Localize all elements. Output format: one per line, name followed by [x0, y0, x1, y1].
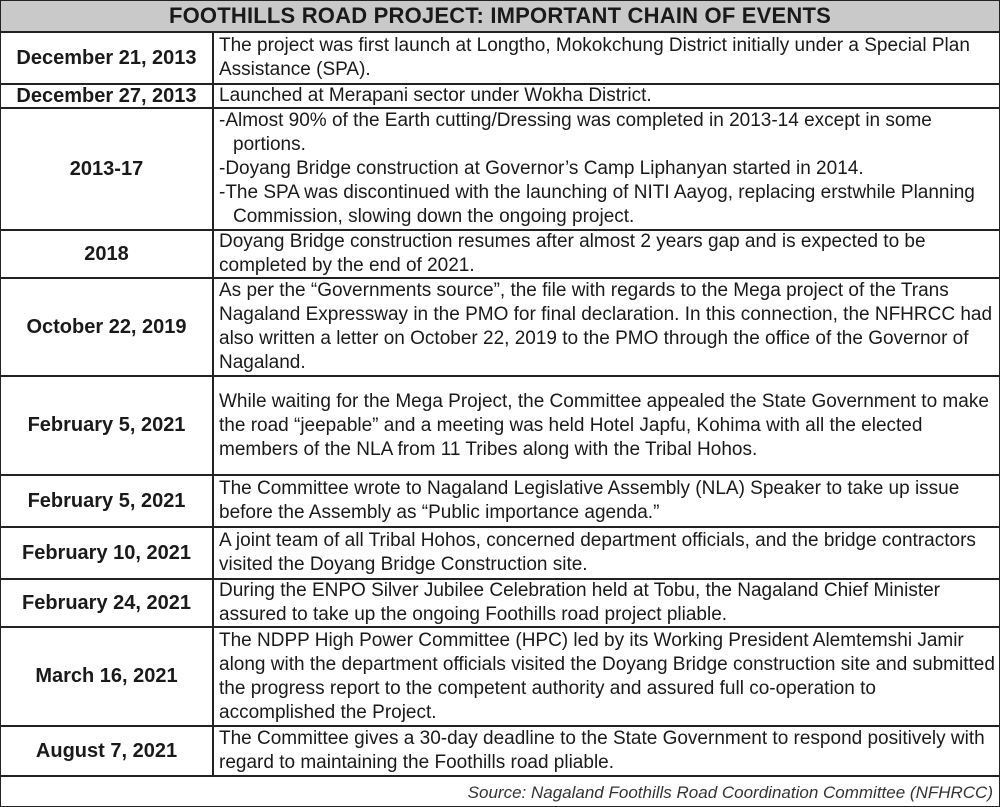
table-row — [1, 727, 999, 777]
event-text: The Committee gives a 30-day deadline to the State Government to respond positively with regard to maintaining the Foothills road pliable. — [219, 728, 985, 773]
event-description — [219, 279, 995, 375]
event-text: Doyang Bridge construction resumes after almost 2 years gap and is expected to be completed by the end of 2021. — [219, 231, 926, 276]
table-row — [1, 628, 999, 727]
event-date: February 5, 2021 — [1, 476, 214, 526]
table-row — [1, 528, 999, 580]
source-note: Source: Nagaland Foothills Road Coordination Committee (NFHRCC) — [467, 783, 993, 802]
event-date: March 16, 2021 — [1, 628, 214, 725]
event-date: February 10, 2021 — [1, 528, 214, 578]
event-text: -Doyang Bridge construction at Governor’s Camp Liphanyan started in 2014. — [219, 158, 864, 179]
event-description — [219, 85, 995, 107]
event-date: August 7, 2021 — [1, 727, 214, 775]
event-description — [219, 377, 995, 474]
event-text: The NDPP High Power Committee (HPC) led by its Working President Alemtemshi Jamir along with the department officials visited the Doyang Bridge construction site and submitted the progress report to the competent authority and assured full co-operation to accomplished the Project. — [219, 629, 995, 723]
event-date: December 21, 2013 — [1, 33, 214, 83]
table-row — [1, 580, 999, 628]
event-description — [219, 580, 995, 626]
table-row — [1, 279, 999, 377]
event-text: The Committee wrote to Nagaland Legislative Assembly (NLA) Speaker to take up issue before the Assembly as “Public importance agenda.” — [219, 478, 960, 523]
event-description — [219, 33, 995, 83]
event-text: While waiting for the Mega Project, the Committee appealed the State Government to make the road “jeepable” and a meeting was held Hotel Japfu, Kohima with all the elected members of the NLA from 11 Tribes along with the Tribal Hohos. — [219, 390, 989, 460]
event-description — [219, 231, 995, 277]
event-description — [219, 727, 995, 775]
table-row — [1, 231, 999, 279]
event-text: The project was first launch at Longtho, Mokokchung District initially under a Special Plan Assistance (SPA). — [219, 35, 970, 80]
event-text: A joint team of all Tribal Hohos, concerned department officials, and the bridge contractors visited the Doyang Bridge Construction site. — [219, 530, 976, 575]
table-row — [1, 476, 999, 528]
table-row — [1, 33, 999, 85]
event-description — [219, 528, 995, 578]
event-text: -Almost 90% of the Earth cutting/Dressing was completed in 2013-14 except in some portions. — [219, 110, 932, 155]
event-date: February 5, 2021 — [1, 377, 214, 474]
event-text: -The SPA was discontinued with the launching of NITI Aayog, replacing erstwhile Planning Commission, slowing down the ongoing project. — [219, 182, 975, 227]
event-text: During the ENPO Silver Jubilee Celebration held at Tobu, the Nagaland Chief Minister assured to take up the ongoing Foothills road project pliable. — [219, 580, 940, 625]
event-date: October 22, 2019 — [1, 279, 214, 375]
event-date: 2018 — [1, 231, 214, 277]
event-date: 2013-17 — [1, 109, 214, 229]
table-row — [1, 85, 999, 109]
table-row — [1, 377, 999, 476]
event-date: December 27, 2013 — [1, 85, 214, 107]
table-row — [1, 109, 999, 231]
event-description — [219, 476, 995, 526]
table-title: FOOTHILLS ROAD PROJECT: IMPORTANT CHAIN OF EVENTS — [1, 1, 999, 33]
event-text: As per the “Governments source”, the file with regards to the Mega project of the Trans Nagaland Expressway in the PMO for final declaration. In this connection, the NFHRCC had also written a letter on October 22, 2019 to the PMO through the office of the Governor of Nagaland. — [219, 280, 993, 373]
event-date: February 24, 2021 — [1, 580, 214, 626]
event-description — [219, 628, 995, 725]
event-text: Launched at Merapani sector under Wokha District. — [219, 85, 652, 106]
event-description — [219, 109, 995, 229]
